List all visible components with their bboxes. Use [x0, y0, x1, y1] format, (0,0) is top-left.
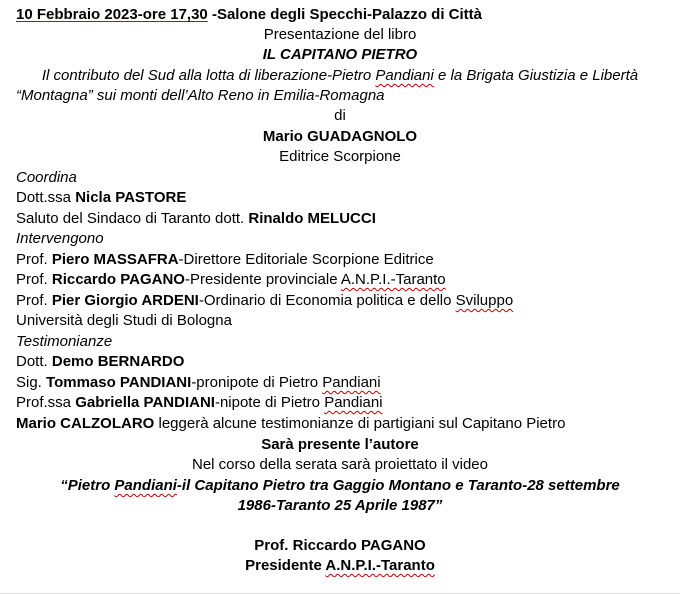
speaker-role: -Direttore Editoriale Scorpione Editrice — [178, 251, 434, 268]
video-title-part: “Pietro — [60, 477, 115, 494]
section-coordina: Coordina — [16, 169, 77, 186]
witness-role: Pandiani — [322, 374, 381, 391]
event-date-line — [16, 5, 482, 25]
mayor-name: Rinaldo MELUCCI — [248, 210, 376, 227]
speaker-name: Pier Giorgio ARDENI — [51, 292, 199, 309]
publisher: Editrice Scorpione — [279, 148, 401, 165]
witness-line — [16, 352, 184, 372]
subtitle-part: e la Brigata Giustizia e Libertà — [433, 67, 639, 84]
speaker-name: Piero MASSAFRA — [51, 251, 179, 268]
speaker-title: Prof. — [16, 271, 52, 288]
subtitle-part: Emilia-Romagna — [273, 87, 385, 104]
witness-title: Prof.ssa — [16, 394, 76, 411]
video-title-line-2: 1986-Taranto 25 Aprile 1987” — [237, 497, 443, 514]
book-title: IL CAPITANO PIETRO — [262, 46, 418, 63]
witness-role: -pronipote di Pietro — [191, 374, 323, 391]
witness-title: Sig. — [16, 374, 47, 391]
video-intro: Nel corso della serata sarà proiettato il video — [192, 456, 488, 473]
section-testimonianze: Testimonianze — [16, 333, 113, 350]
reader-name: Mario CALZOLARO — [16, 415, 155, 432]
speaker-line — [16, 291, 513, 311]
witness-name: Tommaso PANDIANI — [46, 374, 192, 391]
speaker-role-continued: Università degli Studi di Bologna — [16, 312, 232, 329]
moderator-line — [16, 188, 186, 208]
signature-role-part: Presidente — [245, 557, 326, 574]
video-title-part: Pandiani — [114, 477, 177, 494]
mayor-greeting-line — [16, 209, 376, 229]
section-intervengono: Intervengono — [16, 230, 104, 247]
author-present: Sarà presente l’autore — [261, 436, 419, 453]
by-label: di — [334, 107, 346, 124]
subtitle-part: Pandiani — [375, 67, 434, 84]
book-subtitle-line-2 — [16, 86, 385, 106]
signature-name: Prof. Riccardo PAGANO — [254, 537, 426, 554]
signature-role-part: A.N.P.I.-Taranto — [325, 557, 435, 574]
event-venue: -Salone degli Specchi-Palazzo di Città — [207, 6, 482, 23]
witness-name: Gabriella PANDIANI — [75, 394, 215, 411]
author-name: Mario GUADAGNOLO — [262, 128, 418, 145]
book-subtitle-line-1 — [0, 66, 680, 86]
speaker-role: Sviluppo — [455, 292, 514, 309]
speaker-role: A.N.P.I.-Taranto — [340, 271, 446, 288]
speaker-role: -Presidente provinciale — [184, 271, 341, 288]
speaker-role: -Ordinario di Economia politica e dello — [198, 292, 456, 309]
subtitle-part: Il contributo del Sud alla lotta di liberazione-Pietro — [41, 67, 376, 84]
video-title-part: -il Capitano Pietro tra Gaggio Montano e Taranto-28 settembre — [176, 477, 620, 494]
witness-line — [16, 393, 383, 413]
video-title-line-1 — [0, 476, 680, 496]
speaker-name: Riccardo PAGANO — [51, 271, 185, 288]
reader-text: leggerà alcune testimonianze di partigiani sul Capitano Pietro — [154, 415, 566, 432]
witness-line — [16, 373, 381, 393]
witness-role: -nipote di Pietro — [214, 394, 325, 411]
witness-name: Demo BERNARDO — [51, 353, 185, 370]
event-date: 10 Febbraio 2023-ore 17,30 — [16, 6, 208, 23]
speaker-line — [16, 250, 434, 270]
reader-line — [16, 414, 565, 434]
signature-role — [0, 556, 680, 576]
speaker-title: Prof. — [16, 251, 52, 268]
mayor-title: Saluto del Sindaco di Taranto dott. — [16, 210, 249, 227]
speaker-line — [16, 270, 446, 290]
presentation-label: Presentazione del libro — [263, 26, 417, 43]
witness-role: Pandiani — [324, 394, 383, 411]
subtitle-part: “Montagna” sui monti dell’Alto Reno in — [16, 87, 274, 104]
moderator-name: Nicla PASTORE — [75, 189, 187, 206]
speaker-title: Prof. — [16, 292, 52, 309]
moderator-title: Dott.ssa — [16, 189, 76, 206]
witness-title: Dott. — [16, 353, 52, 370]
